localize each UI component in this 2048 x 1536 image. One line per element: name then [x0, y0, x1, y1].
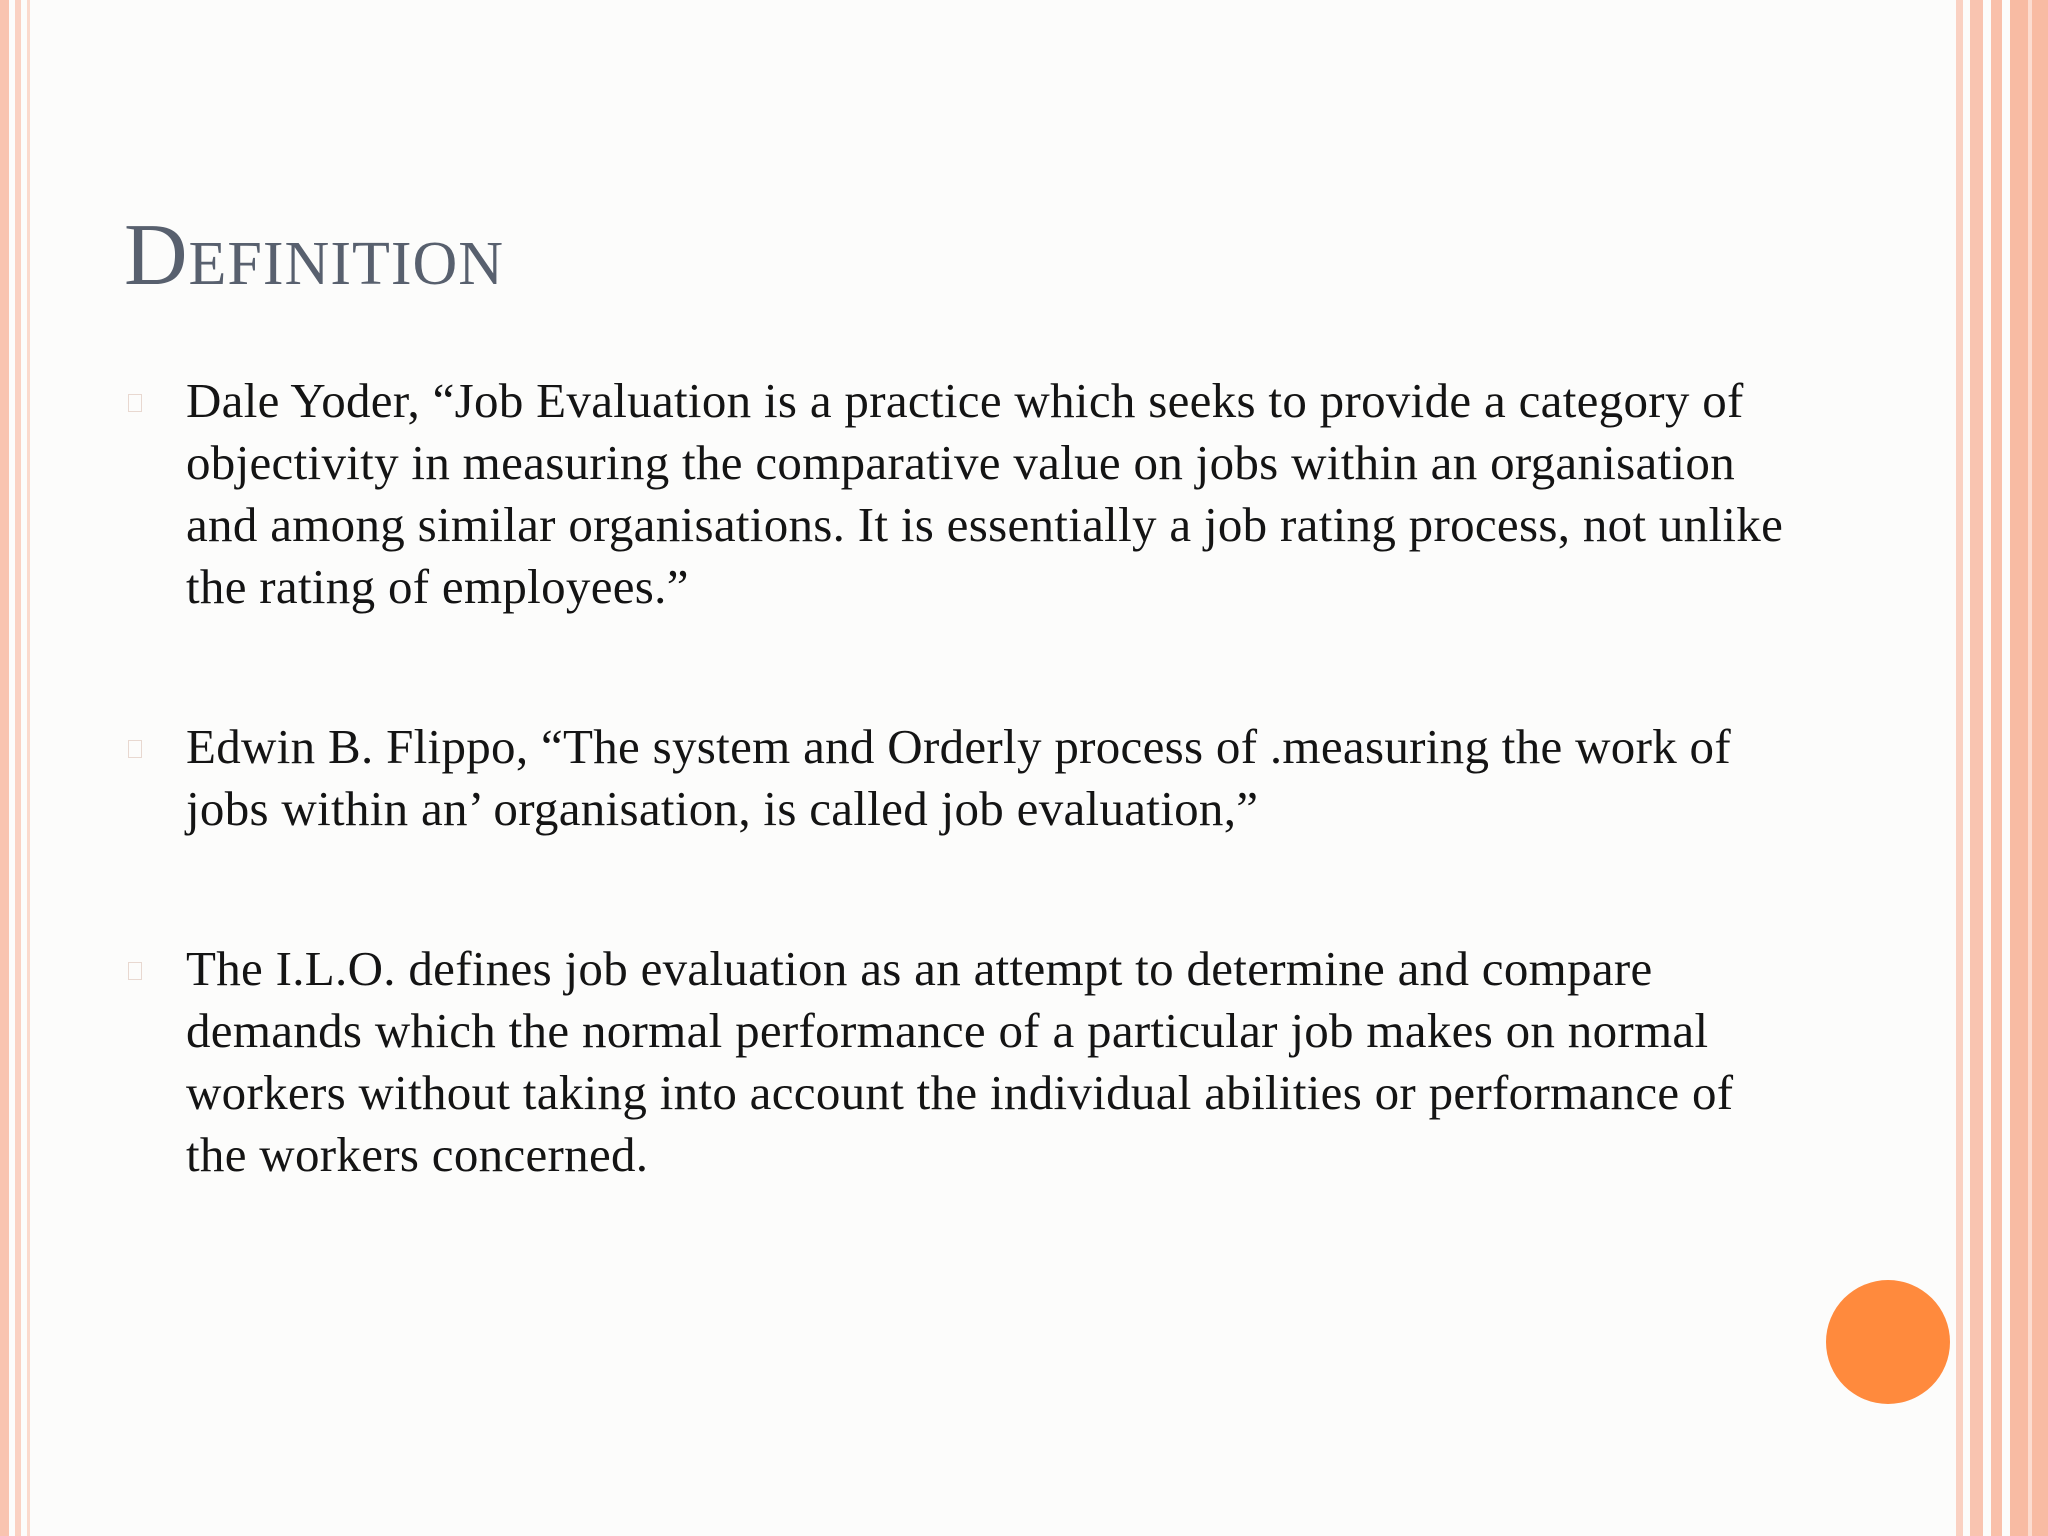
bullet-item: [124, 716, 1804, 840]
left-border-stripe: [15, 0, 21, 1536]
bullet-marker-icon: [128, 962, 142, 980]
bullet-item: [124, 938, 1804, 1186]
bullet-marker-icon: [128, 740, 142, 758]
bullet-text: Edwin B. Flippo, “The system and Orderly process of .measuring the work of jobs within an’ organisation, is called job evaluation,”: [186, 719, 1731, 836]
right-border-stripe: [1991, 0, 2002, 1536]
decorative-orange-circle: [1826, 1280, 1950, 1404]
left-border-stripe: [27, 0, 30, 1536]
bullet-text: Dale Yoder, “Job Evaluation is a practice which seeks to provide a category of objectivity in measuring the comparative value on jobs within an organisation and among similar organisations. It is essentially a job rating process, not unlike the rating of employees.”: [186, 373, 1784, 614]
bullet-text: The I.L.O. defines job evaluation as an attempt to determine and compare demands which the normal performance of a particular job makes on normal workers without taking into account the individual abilities or performance of the workers concerned.: [186, 941, 1734, 1182]
slide-title: Definition: [124, 207, 505, 304]
right-border-stripe: [1956, 0, 1963, 1536]
bullet-marker-icon: [128, 394, 142, 412]
right-border-stripe: [1970, 0, 1983, 1536]
left-border-stripe: [0, 0, 9, 1536]
bullet-list: [124, 370, 1804, 1186]
bullet-item: [124, 370, 1804, 618]
right-border-stripe: [2028, 0, 2032, 1536]
